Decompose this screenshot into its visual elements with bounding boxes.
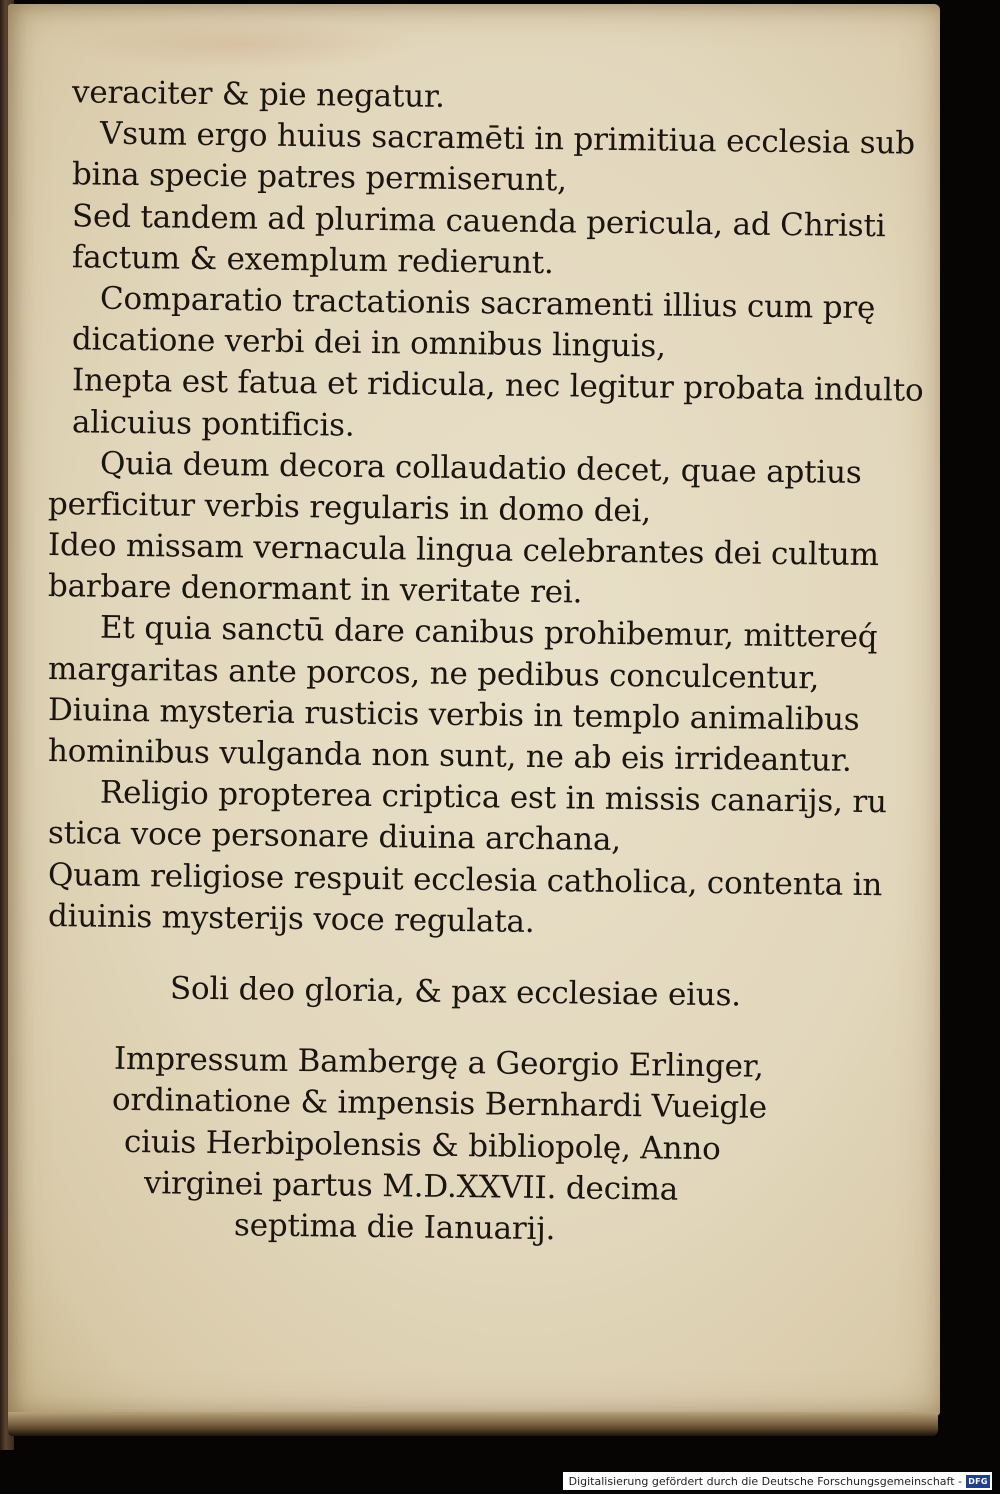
colophon-line: septima die Ianuarij.	[233, 1207, 556, 1248]
text-line: factum & exemplum redierunt.	[71, 239, 554, 281]
text-line: Quam religiose respuit ecclesia catholica, contenta in	[47, 856, 883, 903]
colophon	[48, 1038, 868, 1248]
text-line: Religio propterea criptica est in missis canarijs, ru	[99, 774, 887, 821]
doxology: Soli deo gloria, & pax ecclesiae eius.	[169, 970, 742, 1014]
logo-text: DFG	[968, 1476, 988, 1486]
text-line: Diuina mysteria rusticis verbis in templo animalibus	[47, 691, 860, 738]
text-line: Sed tandem ad plurima cauenda pericula, ad Christi	[71, 197, 886, 244]
main-text	[47, 72, 924, 1248]
text-line: stica voce personare diuina archana,	[47, 815, 622, 859]
text-line: Quia deum decora collaudatio decet, quae aptius	[99, 445, 862, 491]
colophon-line: ciuis Herbipolensis & bibliopolę, Anno	[123, 1123, 721, 1167]
text-line: diuinis mysterijs voce regulata.	[47, 897, 535, 940]
text-line: Comparatio tractationis sacramenti illius cum prę	[99, 280, 876, 327]
text-line: barbare denormant in veritate rei.	[47, 568, 583, 611]
text-line: veraciter & pie negatur.	[71, 74, 446, 115]
text-line: Ideo missam vernacula lingua celebrantes dei cultum	[47, 527, 880, 574]
funding-credit	[563, 1472, 992, 1490]
colophon-line: Impressum Bambergę a Georgio Erlinger,	[113, 1040, 764, 1085]
text-line: alicuius pontificis.	[71, 403, 355, 444]
page-stain	[60, 20, 420, 70]
colophon-line: virginei partus M.D.XXVII. decima	[143, 1164, 679, 1208]
text-line: hominibus vulganda non sunt, ne ab eis irrideantur.	[47, 733, 852, 779]
page-edge	[8, 1412, 938, 1436]
text-line: margaritas ante porcos, ne pedibus conculcentur,	[47, 650, 820, 697]
text-line: perficitur verbis regularis in domo dei,	[47, 485, 652, 530]
dfg-logo-icon[interactable]	[966, 1475, 990, 1488]
colophon-line: ordinatione & impensis Bernhardi Vueigle	[111, 1082, 768, 1127]
text-line: Vsum ergo huius sacramēti in primitiua ecclesia sub	[99, 115, 916, 162]
text-line: Inepta est fatua et ridicula, nec legitur probata indulto	[71, 362, 924, 410]
credit-text: Digitalisierung gefördert durch die Deutsche Forschungsgemeinschaft -	[568, 1474, 962, 1488]
text-line: bina specie patres permiserunt,	[71, 156, 567, 199]
text-line: Et quia sanctū dare canibus prohibemur, mittereq́	[99, 610, 878, 656]
text-line: dicatione verbi dei in omnibus linguis,	[71, 321, 666, 365]
